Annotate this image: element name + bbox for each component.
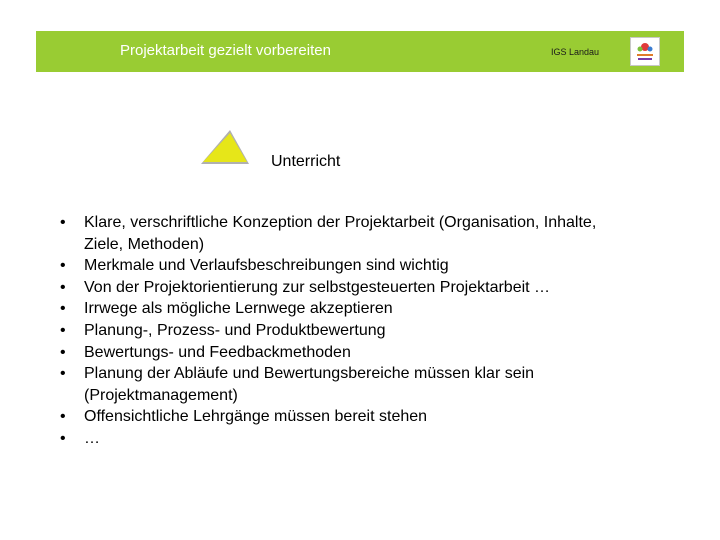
bullet-text-line: Klare, verschriftliche Konzeption der Projektarbeit (Organisation, Inhalte, <box>84 214 597 231</box>
header-bar <box>36 31 684 72</box>
list-item <box>60 255 680 277</box>
list-item <box>60 406 680 428</box>
list-item <box>60 363 680 406</box>
school-logo-icon <box>630 37 660 66</box>
bullet-text-line: Irrwege als mögliche Lernwege akzeptieren <box>84 300 393 318</box>
bullet-icon: • <box>60 429 66 447</box>
bullet-icon: • <box>60 214 66 231</box>
list-item <box>60 342 680 364</box>
list-item <box>60 212 680 255</box>
list-item <box>60 277 680 299</box>
bullet-icon: • <box>60 278 66 296</box>
list-item <box>60 428 680 450</box>
bullet-text-line: Planung-, Prozess- und Produktbewertung <box>84 321 386 339</box>
section-title: Unterricht <box>271 153 341 170</box>
bullet-list <box>60 212 680 450</box>
bullet-icon: • <box>60 408 66 426</box>
bullet-text-line: Merkmale und Verlaufsbeschreibungen sind wichtig <box>84 257 449 275</box>
bullet-icon: • <box>60 257 66 275</box>
bullet-text-line: Von der Projektorientierung zur selbstgesteuerten Projektarbeit … <box>84 278 551 296</box>
school-name: IGS Landau <box>551 47 600 57</box>
bullet-text-line: Planung der Abläufe und Bewertungsbereiche müssen klar sein <box>84 365 535 383</box>
bullet-text-line: Ziele, Methoden) <box>84 235 205 253</box>
bullet-icon: • <box>60 343 66 361</box>
bullet-text-line: … <box>84 429 100 447</box>
bullet-text-line: Bewertungs- und Feedbackmethoden <box>84 343 351 361</box>
bullet-icon: • <box>60 300 66 318</box>
bullet-text-line: Offensichtliche Lehrgänge müssen bereit stehen <box>84 408 428 426</box>
bullet-icon: • <box>60 321 66 339</box>
bullet-icon: • <box>60 365 66 383</box>
header-title: Projektarbeit gezielt vorbereiten <box>120 42 331 59</box>
list-item <box>60 320 680 342</box>
list-item <box>60 298 680 320</box>
bullet-text-line: (Projektmanagement) <box>84 386 238 404</box>
triangle-icon <box>200 127 252 165</box>
